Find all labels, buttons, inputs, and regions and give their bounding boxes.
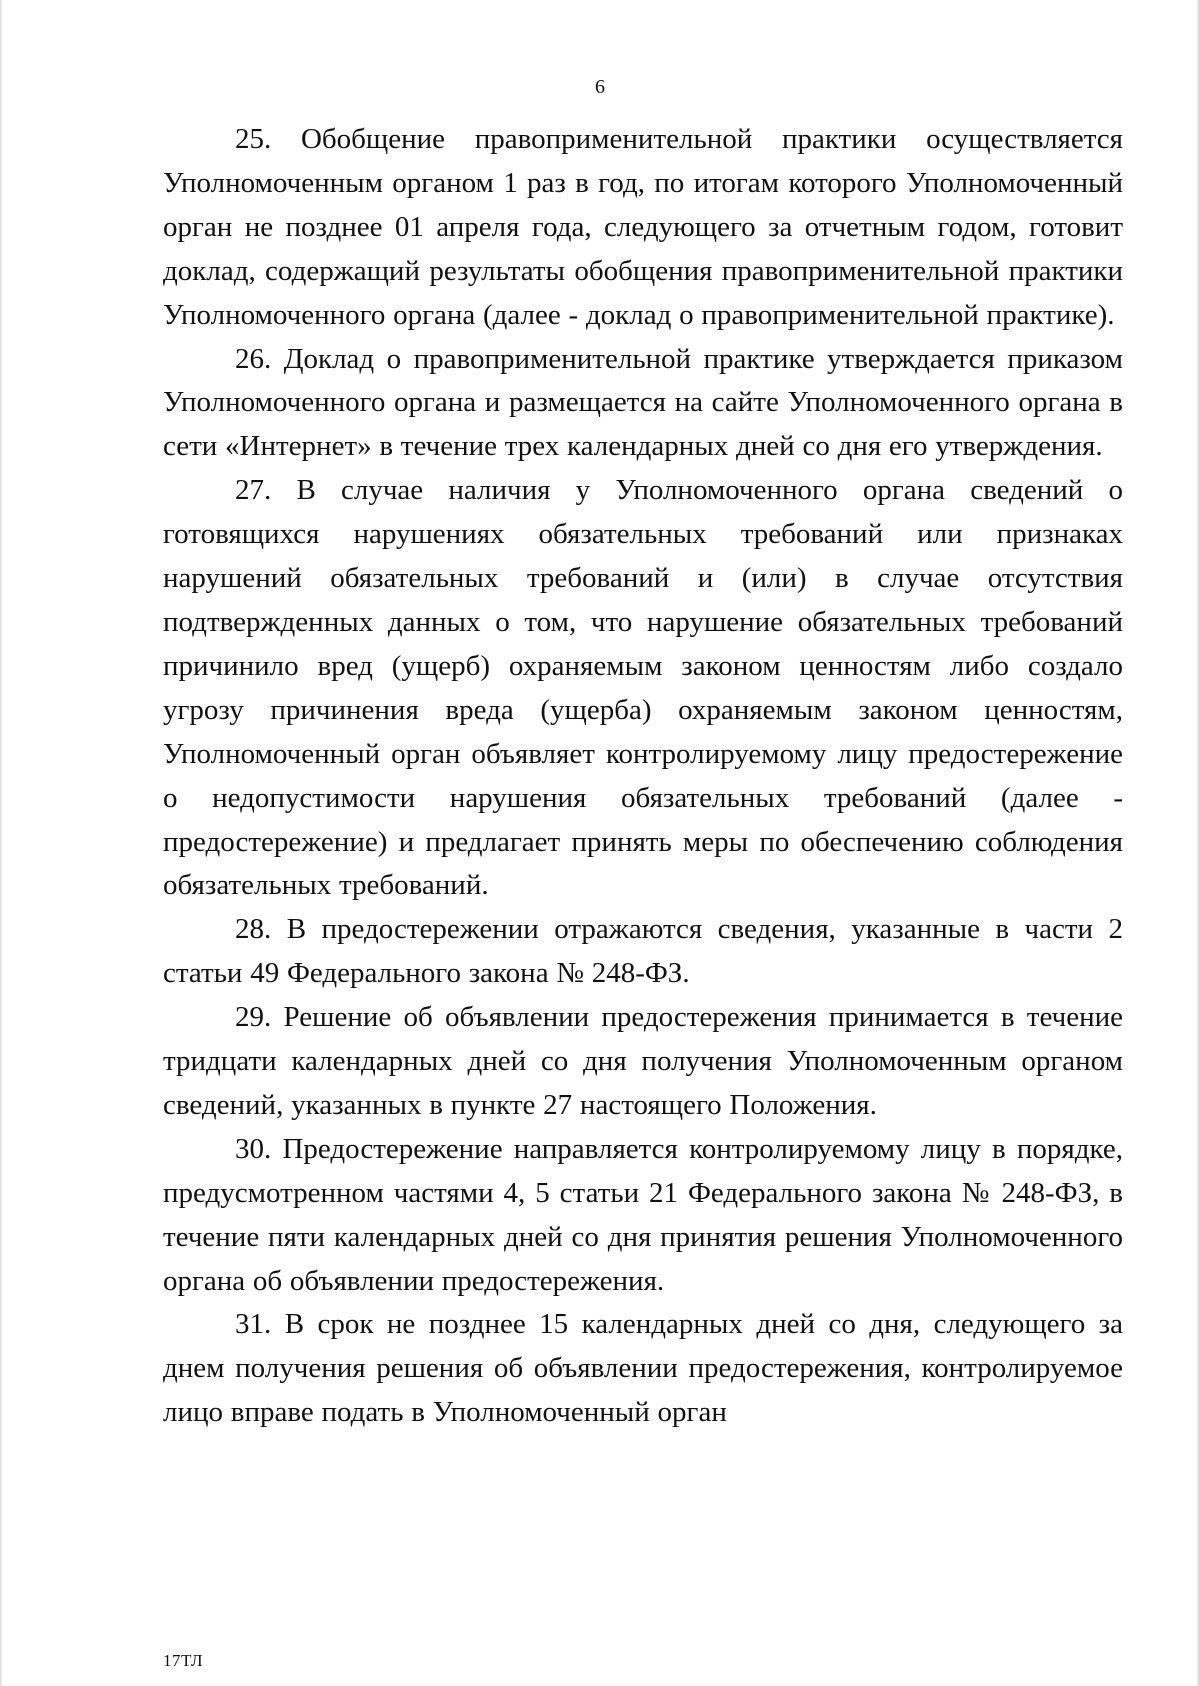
paragraph-28: 28. В предостережении отражаются сведения, указанные в части 2 статьи 49 Федерального закона № 248-ФЗ. (163, 913, 1123, 990)
scan-edge-right (1196, 0, 1200, 1686)
footer-code: 17ТЛ (163, 1651, 204, 1670)
paragraph-31: 31. В срок не позднее 15 календарных дней со дня, следующего за днем получения решения об объявлении предостережения, контролируемое лицо вправе подать в Уполномоченный орган (163, 1308, 1123, 1429)
document-body (163, 118, 1123, 1435)
paragraph-26: 26. Доклад о правоприменительной практике утверждается приказом Уполномоченного органа и размещается на сайте Уполномоченного органа в сети «Интернет» в течение трех календарных дней со дня его утверждения. (163, 342, 1123, 463)
paragraph-27: 27. В случае наличия у Уполномоченного органа сведений о готовящихся нарушениях обязательных требований или признаках нарушений обязательных требований и (или) в случае отсутствия подтвержденных данных о том, что нарушение обязательных требований причинило вред (ущерб) охраняемым законом ценностям либо создало угрозу причинения вреда (ущерба) охраняемым законом ценностям, Уполномоченный орган объявляет контролируемому лицу предостережение о недопустимости нарушения обязательных требований (далее - предостережение) и предлагает принять меры по обеспечению соблюдения обязательных требований. (163, 474, 1123, 902)
scan-edge-left (0, 0, 3, 1686)
paragraph-29: 29. Решение об объявлении предостережения принимается в течение тридцати календарных дней со дня получения Уполномоченным органом сведений, указанных в пункте 27 настоящего Положения. (163, 1001, 1123, 1121)
paragraph-25: 25. Обобщение правоприменительной практики осуществляется Уполномоченным органом 1 раз в год, по итогам которого Уполномоченный орган не позднее 01 апреля года, следующего за отчетным годом, готовит доклад, содержащий результаты обобщения правоприменительной практики Уполномоченного органа (далее - доклад о правоприменительной практике). (163, 123, 1123, 331)
paragraph-30: 30. Предостережение направляется контролируемому лицу в порядке, предусмотренном частями 4, 5 статьи 21 Федерального закона № 248-ФЗ, в течение пяти календарных дней со дня принятия решения Уполномоченного органа об объявлении предостережения. (163, 1132, 1123, 1297)
page-number: 6 (595, 76, 605, 98)
